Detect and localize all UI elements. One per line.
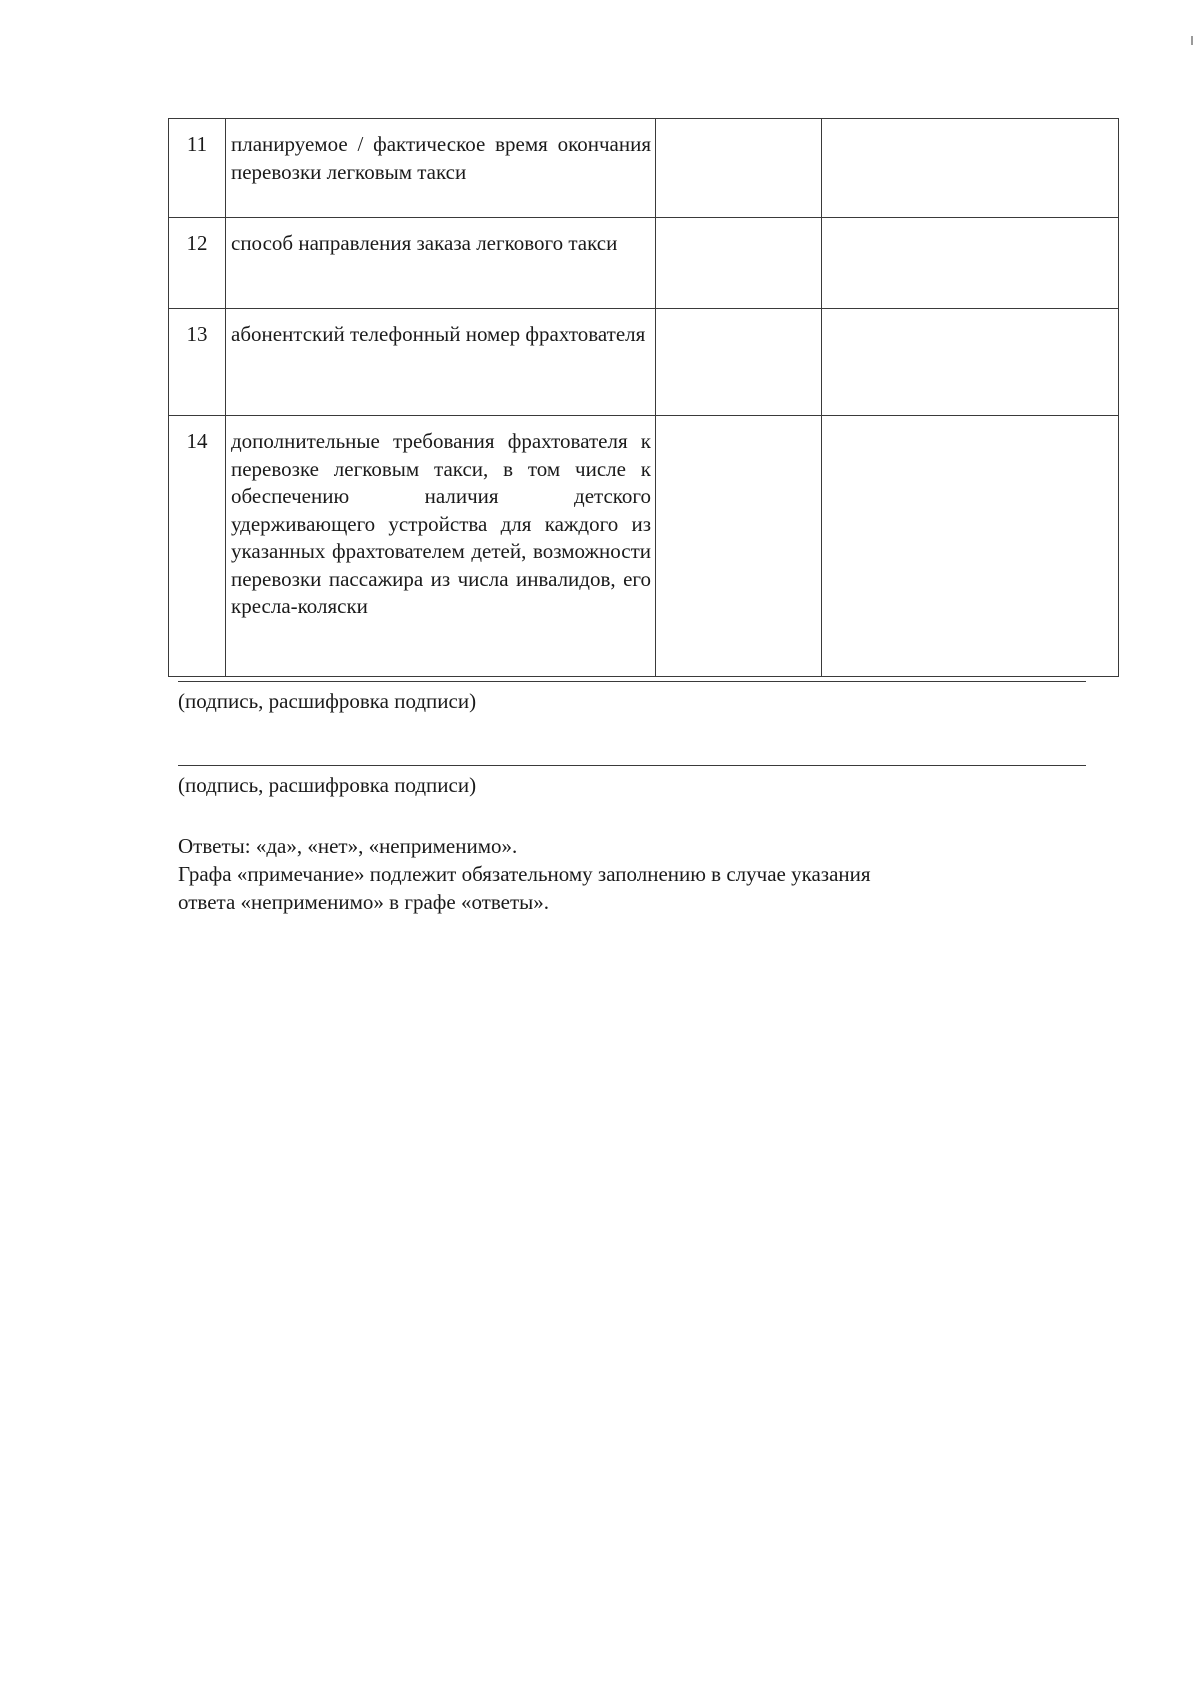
row-number: 11: [169, 119, 226, 218]
question-text: абонентский телефонный номер фрахтователя: [231, 322, 646, 346]
question-text: дополнительные требования фрахтователя к перевозке легковым такси, в том числе к обеспечению наличия детского удерживающего устройства для каждого из указанных фрахтователем детей, возможности перевозки пассажира из числа инвалидов, его кресла-коляски: [231, 429, 651, 618]
question-cell: [226, 218, 656, 309]
scan-edge-mark: [1191, 36, 1193, 45]
answers-note: Ответы: «да», «нет», «неприменимо».: [178, 834, 518, 858]
row-number: 13: [169, 309, 226, 416]
row-number: 12: [169, 218, 226, 309]
row-number: 14: [169, 416, 226, 677]
question-cell: [226, 119, 656, 218]
checklist-table: [168, 118, 1119, 677]
signature-caption: (подпись, расшифровка подписи): [178, 773, 477, 797]
answer-cell[interactable]: [656, 309, 822, 416]
footnotes: [178, 832, 1078, 916]
column-note-line-2: ответа «неприменимо» в графе «ответы».: [178, 890, 550, 914]
table-row: [169, 119, 1119, 218]
table-row: [169, 309, 1119, 416]
answer-cell[interactable]: [656, 416, 822, 677]
column-note-line-1: Графа «примечание» подлежит обязательному заполнению в случае указания: [178, 862, 871, 886]
signature-caption: (подпись, расшифровка подписи): [178, 689, 477, 713]
signature-block: [178, 681, 1086, 715]
note-cell[interactable]: [822, 416, 1119, 677]
answer-cell[interactable]: [656, 218, 822, 309]
table-row: [169, 218, 1119, 309]
question-cell: [226, 416, 656, 677]
question-cell: [226, 309, 656, 416]
table-row: [169, 416, 1119, 677]
answer-cell[interactable]: [656, 119, 822, 218]
signature-line[interactable]: [178, 681, 1086, 682]
question-text: планируемое / фактическое время окончания перевозки легковым такси: [231, 132, 651, 184]
signature-block: [178, 765, 1086, 799]
question-text: способ направления заказа легкового такси: [231, 231, 618, 255]
note-cell[interactable]: [822, 119, 1119, 218]
note-cell[interactable]: [822, 309, 1119, 416]
signature-line[interactable]: [178, 765, 1086, 766]
note-cell[interactable]: [822, 218, 1119, 309]
